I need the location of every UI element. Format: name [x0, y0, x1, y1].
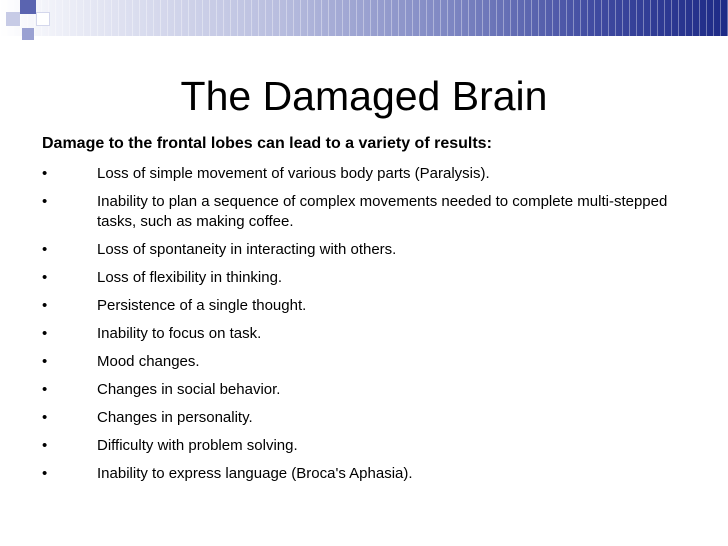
decorative-square: [6, 12, 20, 26]
bullet-icon: •: [42, 193, 48, 210]
list-item-text: Inability to express language (Broca's Aphasia).: [97, 465, 413, 482]
list-item: [42, 408, 692, 428]
bullet-icon: •: [42, 409, 48, 426]
bullet-list: [42, 164, 692, 492]
bullet-icon: •: [42, 381, 48, 398]
list-item-text: Mood changes.: [97, 353, 200, 370]
list-item: [42, 164, 692, 184]
list-item-text: Inability to focus on task.: [97, 325, 262, 342]
list-item: [42, 436, 692, 456]
bullet-icon: •: [42, 297, 48, 314]
bullet-icon: •: [42, 269, 48, 286]
slide-title: The Damaged Brain: [180, 73, 548, 119]
decorative-square: [22, 28, 34, 40]
bullet-icon: •: [42, 465, 48, 482]
list-item: [42, 240, 692, 260]
list-item-text: Loss of simple movement of various body parts (Paralysis).: [97, 165, 490, 182]
bullet-icon: •: [42, 241, 48, 258]
bullet-icon: •: [42, 165, 48, 182]
bullet-icon: •: [42, 325, 48, 342]
header-stripes: [0, 0, 728, 36]
bullet-icon: •: [42, 437, 48, 454]
list-item-text: Difficulty with problem solving.: [97, 437, 298, 454]
bullet-icon: •: [42, 353, 48, 370]
list-item-text: Loss of spontaneity in interacting with others.: [97, 241, 397, 258]
list-item-text: Loss of flexibility in thinking.: [97, 269, 283, 286]
list-item-text: Changes in personality.: [97, 409, 253, 426]
list-item: [42, 464, 692, 484]
list-item-text: Changes in social behavior.: [97, 381, 281, 398]
decorative-square: [36, 12, 50, 26]
list-item-text: Persistence of a single thought.: [97, 297, 307, 314]
list-item: [42, 296, 692, 316]
header-gradient-bar: [0, 0, 728, 36]
list-item: [42, 324, 692, 344]
slide-subtitle: Damage to the frontal lobes can lead to a variety of results:: [42, 135, 492, 152]
list-item: [42, 192, 692, 232]
list-item: [42, 352, 692, 372]
list-item-text: Inability to plan a sequence of complex movements needed to complete multi-stepped tasks, such as making coffee.: [97, 193, 668, 230]
list-item: [42, 268, 692, 288]
list-item: [42, 380, 692, 400]
decorative-square: [20, 0, 36, 14]
